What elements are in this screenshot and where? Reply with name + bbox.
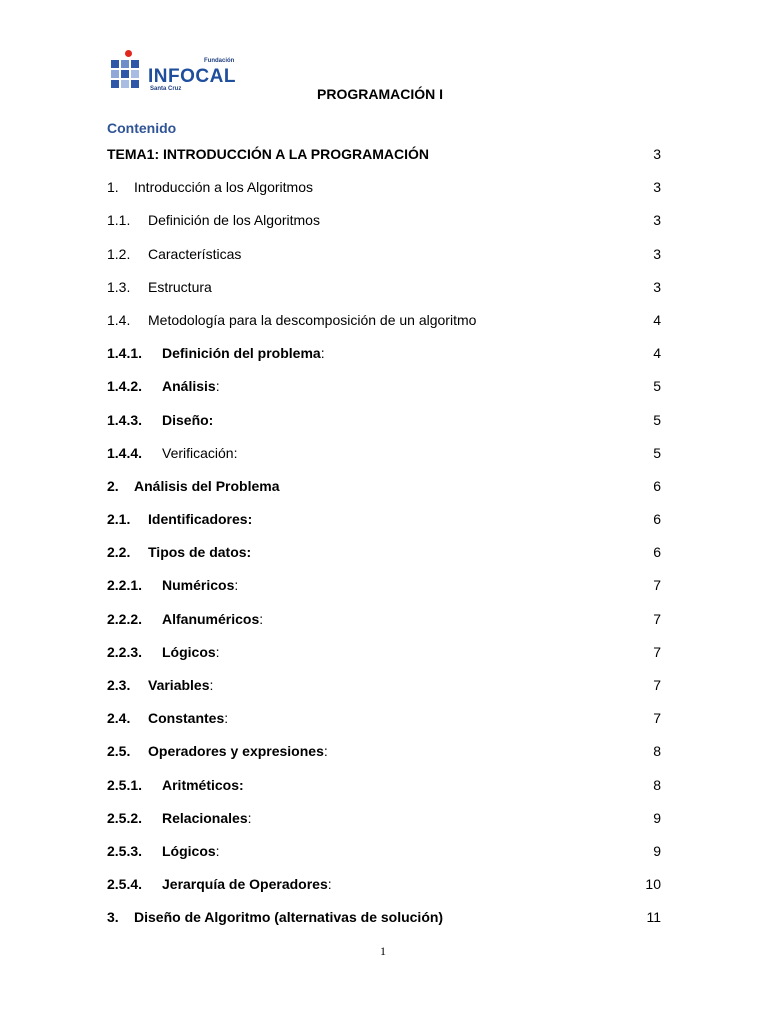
toc-entry[interactable]	[107, 669, 661, 702]
toc-entry-page: 8	[653, 743, 661, 760]
toc-entry-number: 1.2.	[107, 245, 131, 262]
toc-entry[interactable]	[107, 868, 661, 901]
toc-entry-number: 2.1.	[107, 511, 131, 528]
logo-subtext: Santa Cruz	[150, 86, 182, 92]
toc-entry[interactable]	[107, 503, 661, 536]
toc-entry-title: Definición del problema:	[162, 345, 325, 362]
toc-entry-page: 7	[653, 577, 661, 594]
infocal-logo	[108, 46, 240, 102]
toc-entry-number: 3.	[107, 909, 119, 926]
toc-entry-page: 11	[646, 909, 661, 926]
toc-entry-title: Lógicos:	[162, 842, 220, 859]
toc-entry-number: 2.2.	[107, 544, 131, 561]
toc-entry[interactable]	[107, 437, 661, 470]
toc-entry-page: 5	[653, 378, 661, 395]
toc-entry-number: 1.4.3.	[107, 411, 143, 428]
toc-entry[interactable]	[107, 370, 661, 403]
toc-entry[interactable]	[107, 569, 661, 602]
toc-entry-title: Constantes:	[148, 710, 229, 727]
toc-entry-page: 4	[653, 311, 661, 328]
toc-entry-page: 6	[653, 544, 661, 561]
contents-heading: Contenido	[107, 120, 177, 136]
toc-entry-page: 9	[653, 842, 661, 859]
toc-entry-number: 1.4.2.	[107, 378, 143, 395]
toc-entry-title: Diseño:	[162, 411, 214, 428]
toc-entry-title: Numéricos:	[162, 577, 239, 594]
toc-entry-number: 2.3.	[107, 677, 131, 693]
toc-entry-title: TEMA1: INTRODUCCIÓN A LA PROGRAMACIÓN	[107, 146, 429, 162]
toc-entry-title: Análisis:	[162, 378, 220, 395]
toc-entry[interactable]	[107, 702, 661, 735]
toc-entry-title: Variables:	[148, 677, 214, 693]
toc-entry-page: 9	[653, 809, 661, 826]
toc-entry-number: 1.4.4.	[107, 444, 143, 461]
toc-entry[interactable]	[107, 138, 661, 171]
toc-entry-number: 1.	[107, 179, 119, 196]
toc-entry-title: Metodología para la descomposición de un algoritmo	[148, 311, 477, 328]
toc-entry-title: Características	[148, 245, 242, 262]
toc-entry-number: 2.	[107, 477, 119, 494]
toc-entry-page: 5	[653, 411, 661, 428]
toc-entry[interactable]	[107, 636, 661, 669]
toc-entry[interactable]	[107, 271, 661, 304]
toc-entry[interactable]	[107, 238, 661, 271]
toc-entry-number: 2.5.	[107, 743, 131, 760]
document-title: PROGRAMACIÓN I	[317, 86, 443, 102]
toc-entry-number: 2.2.2.	[107, 610, 143, 627]
toc-entry-number: 2.5.3.	[107, 842, 143, 859]
toc-entry[interactable]	[107, 603, 661, 636]
toc-entry[interactable]	[107, 470, 661, 503]
toc-entry[interactable]	[107, 802, 661, 835]
toc-entry-page: 3	[653, 245, 661, 262]
toc-entry-number: 1.1.	[107, 212, 131, 229]
toc-entry-page: 7	[653, 710, 661, 727]
toc-entry-title: Análisis del Problema	[134, 477, 280, 494]
toc-entry[interactable]	[107, 337, 661, 370]
toc-entry-title: Operadores y expresiones:	[148, 743, 328, 760]
toc-entry-page: 4	[653, 345, 661, 362]
toc-entry-title: Tipos de datos:	[148, 544, 252, 561]
toc-entry-title: Estructura	[148, 278, 212, 295]
toc-entry-page: 3	[653, 212, 661, 229]
toc-entry-title: Introducción a los Algoritmos	[134, 179, 313, 196]
toc-entry-page: 3	[653, 146, 661, 162]
toc-entry-title: Definición de los Algoritmos	[148, 212, 320, 229]
toc-entry-page: 8	[653, 776, 661, 793]
toc-entry-title: Lógicos:	[162, 643, 220, 660]
toc-entry-title: Verificación:	[162, 444, 238, 461]
toc-entry-number: 2.5.2.	[107, 809, 143, 826]
logo-name: INFOCAL	[148, 66, 236, 87]
toc-entry-page: 5	[653, 444, 661, 461]
toc-entry-title: Diseño de Algoritmo (alternativas de solución)	[134, 909, 444, 926]
toc-entry-page: 3	[653, 278, 661, 295]
toc-entry-number: 1.4.1.	[107, 345, 143, 362]
toc-entry[interactable]	[107, 901, 661, 934]
toc-entry-title: Alfanuméricos:	[162, 610, 264, 627]
toc-entry-page: 6	[653, 511, 661, 528]
toc-entry[interactable]	[107, 171, 661, 204]
toc-entry-page: 10	[645, 876, 661, 893]
toc-entry[interactable]	[107, 404, 661, 437]
toc-entry-number: 2.5.1.	[107, 776, 143, 793]
toc-entry[interactable]	[107, 735, 661, 768]
toc-entry-title: Relacionales:	[162, 809, 252, 826]
toc-entry-number: 1.4.	[107, 311, 131, 328]
toc-entry-number: 2.2.1.	[107, 577, 143, 594]
logo-fundacion-text: Fundación	[204, 58, 235, 64]
toc-entry-title: Jerarquía de Operadores:	[162, 876, 332, 893]
toc-entry-number: 1.3.	[107, 278, 131, 295]
toc-entry-number: 2.5.4.	[107, 876, 143, 893]
toc-entry[interactable]	[107, 304, 661, 337]
toc-entry[interactable]	[107, 835, 661, 868]
toc-entry-page: 7	[653, 643, 661, 660]
toc-entry-page: 7	[653, 677, 661, 693]
toc-entry[interactable]	[107, 204, 661, 237]
toc-entry-page: 7	[653, 610, 661, 627]
toc-entry[interactable]	[107, 769, 661, 802]
toc-entry-title: Identificadores:	[148, 511, 253, 528]
toc-entry[interactable]	[107, 536, 661, 569]
table-of-contents	[107, 138, 661, 935]
page-number: 1	[380, 944, 386, 958]
toc-entry-page: 6	[653, 477, 661, 494]
toc-entry-number: 2.4.	[107, 710, 131, 727]
toc-entry-number: 2.2.3.	[107, 643, 143, 660]
toc-entry-page: 3	[653, 179, 661, 196]
toc-entry-title: Aritméticos:	[162, 776, 244, 793]
